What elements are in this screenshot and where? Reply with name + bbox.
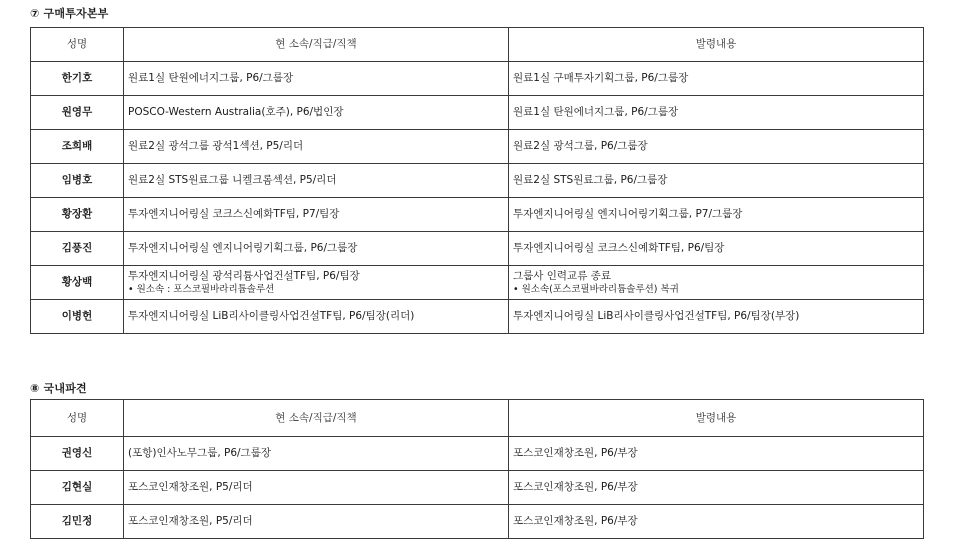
person-name: 권영신 [31, 437, 124, 471]
current-position: 투자엔지니어링실 광석리튬사업건설TF팀, P6/팀장 [128, 269, 360, 282]
current-position: 투자엔지니어링실 엔지니어링기획그룹, P6/그룹장 [124, 232, 509, 266]
current-position-cell [124, 266, 509, 300]
section-title-purchasing: ⑦ 구매투자본부 [30, 7, 109, 20]
table-row [31, 232, 924, 266]
person-name: 황장환 [31, 198, 124, 232]
table-row [31, 198, 924, 232]
person-name: 이병헌 [31, 300, 124, 334]
new-appointment: 투자엔지니어링실 엔지니어링기획그룹, P7/그룹장 [509, 198, 924, 232]
current-position: 투자엔지니어링실 코크스신예화TF팀, P7/팀장 [124, 198, 509, 232]
new-appointment: 원료1실 탄원에너지그룹, P6/그룹장 [509, 96, 924, 130]
section-title-domestic-dispatch: ⑧ 국내파견 [30, 382, 87, 395]
person-name: 황상백 [31, 266, 124, 300]
new-appointment: 원료2실 광석그룹, P6/그룹장 [509, 130, 924, 164]
header-appointment: 발령내용 [509, 400, 924, 437]
new-appointment: 포스코인재창조원, P6/부장 [509, 437, 924, 471]
current-position: POSCO-Western Australia(호주), P6/법인장 [124, 96, 509, 130]
table-row [31, 300, 924, 334]
table-header-row [31, 400, 924, 437]
new-appointment: 포스코인재창조원, P6/부장 [509, 471, 924, 505]
table-row [31, 62, 924, 96]
person-name: 임병호 [31, 164, 124, 198]
table-row [31, 505, 924, 539]
table-row [31, 164, 924, 198]
new-appointment-note: • 원소속(포스코필바라리튬솔루션) 복귀 [513, 283, 679, 295]
header-current-position: 현 소속/직급/직책 [124, 400, 509, 437]
new-appointment: 투자엔지니어링실 코크스신예화TF팀, P6/팀장 [509, 232, 924, 266]
person-name: 원영무 [31, 96, 124, 130]
new-appointment: 원료1실 구매투자기획그룹, P6/그룹장 [509, 62, 924, 96]
current-position: 투자엔지니어링실 LiB리사이클링사업건설TF팀, P6/팀장(리더) [124, 300, 509, 334]
new-appointment: 투자엔지니어링실 LiB리사이클링사업건설TF팀, P6/팀장(부장) [509, 300, 924, 334]
person-name: 김풍진 [31, 232, 124, 266]
person-name: 김현실 [31, 471, 124, 505]
table-header-row [31, 28, 924, 62]
table-row [31, 471, 924, 505]
current-position-note: • 원소속 : 포스코필바라리튬솔루션 [128, 283, 275, 295]
current-position: 포스코인재창조원, P5/리더 [124, 471, 509, 505]
new-appointment: 그룹사 인력교류 종료 [513, 269, 611, 282]
table-row [31, 266, 924, 300]
table-row [31, 96, 924, 130]
appointment-table-domestic-dispatch [30, 399, 924, 539]
current-position: (포항)인사노무그룹, P6/그룹장 [124, 437, 509, 471]
person-name: 김민정 [31, 505, 124, 539]
appointment-table-purchasing [30, 27, 924, 334]
header-appointment: 발령내용 [509, 28, 924, 62]
header-current-position: 현 소속/직급/직책 [124, 28, 509, 62]
person-name: 조희배 [31, 130, 124, 164]
current-position: 원료1실 탄원에너지그룹, P6/그룹장 [124, 62, 509, 96]
current-position: 원료2실 STS원료그룹 니켈크롬섹션, P5/리더 [124, 164, 509, 198]
person-name: 한기호 [31, 62, 124, 96]
header-name: 성명 [31, 400, 124, 437]
new-appointment: 포스코인재창조원, P6/부장 [509, 505, 924, 539]
header-name: 성명 [31, 28, 124, 62]
current-position: 포스코인재창조원, P5/리더 [124, 505, 509, 539]
table-row [31, 437, 924, 471]
new-appointment: 원료2실 STS원료그룹, P6/그룹장 [509, 164, 924, 198]
current-position: 원료2실 광석그룹 광석1섹션, P5/리더 [124, 130, 509, 164]
new-appointment-cell [509, 266, 924, 300]
table-row [31, 130, 924, 164]
